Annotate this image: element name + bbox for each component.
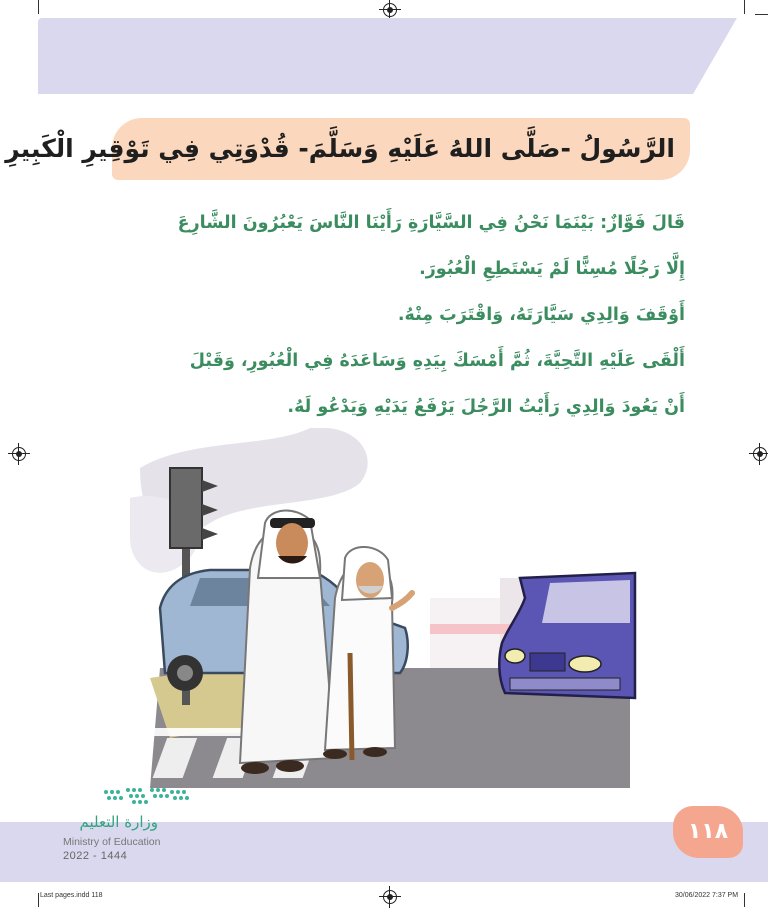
date-slug: 30/06/2022 7:37 PM: [675, 892, 739, 899]
story-line: أَنْ يَعُودَ وَالِدِي رَأَيْتُ الرَّجُلَ يَرْفَعُ يَدَيْهِ وَيَدْعُو لَهُ.: [287, 397, 685, 417]
crop-mark: [744, 893, 745, 907]
crop-mark: [38, 0, 39, 14]
man-figure-icon: [240, 511, 335, 774]
ministry-name-english: Ministry of Education: [63, 836, 161, 848]
crop-mark: [744, 0, 745, 14]
story-line: أَوْقَفَ وَالِدِي سَيَّارَتَهُ، وَاقْتَرَبَ مِنْهُ.: [397, 305, 685, 325]
story-line: إِلَّا رَجُلًا مُسِنًّا لَمْ يَسْتَطِعِ الْعُبُورَ.: [419, 259, 685, 279]
page-number: ١١٨: [687, 819, 729, 844]
street-crossing-illustration: [130, 428, 640, 788]
story-text: [177, 200, 685, 430]
ministry-logo-icon: [100, 782, 192, 812]
story-line: أَلْقَى عَلَيْهِ التَّحِيَّةَ، ثُمَّ أَمْسَكَ بِيَدِهِ وَسَاعَدَهُ فِي الْعُبُورِ، وَقَبْلَ: [189, 351, 685, 371]
ministry-name-arabic: وزارة التعليم: [79, 813, 158, 831]
registration-mark-icon: [383, 890, 397, 904]
cane-icon: [350, 653, 352, 760]
registration-mark-icon: [12, 447, 26, 461]
ministry-year: 2022 - 1444: [63, 850, 128, 862]
crop-mark: [38, 893, 39, 907]
registration-mark-icon: [383, 3, 397, 17]
story-line: قَالَ فَوَّازٌ: بَيْنَمَا نَحْنُ فِي السَّيَّارَةِ رَأَيْنَا النَّاسَ يَعْبُرُونَ الشَّارِعَ: [177, 213, 685, 233]
file-slug: Last pages.indd 118: [40, 892, 103, 899]
header-band: [38, 18, 755, 94]
registration-mark-icon: [753, 447, 767, 461]
page-title: الرَّسُولُ -صَلَّى اللهُ عَلَيْهِ وَسَلَّمَ- قُدْوَتِي فِي تَوْقِيرِ الْكَبِيرِ: [5, 134, 675, 163]
crop-mark: [755, 14, 768, 15]
